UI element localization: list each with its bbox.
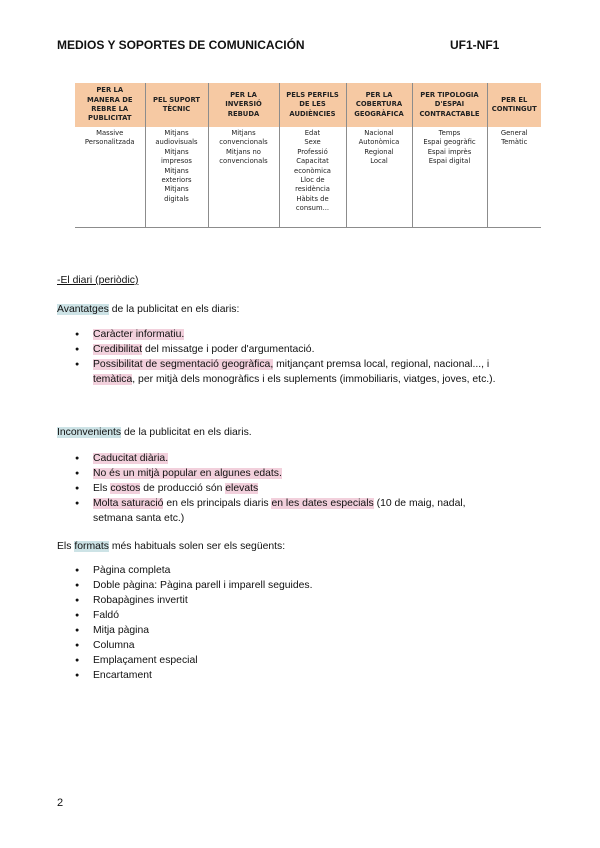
formats-list (75, 563, 313, 683)
col-header-cobertura: PER LA COBERTURA GEOGRÀFICA (346, 83, 412, 127)
unit-code: UF1-NF1 (450, 38, 500, 52)
table-header-row (75, 83, 541, 127)
table-cell: Nacional Autonòmica Regional Local (346, 127, 412, 228)
list-item: ● Molta saturació en els principals diaris en les dates especials (10 de maig, nadal, setmana santa etc.) (75, 496, 466, 526)
disadvantages-list (75, 451, 466, 526)
list-item: ● Mitja pàgina (75, 623, 313, 638)
document-title: MEDIOS Y SOPORTES DE COMUNICACIÓN (57, 38, 305, 52)
disadvantages-intro: Inconvenients de la publicitat en els diaris. (57, 427, 252, 438)
list-item: ● Doble pàgina: Pàgina parell i imparell seguides. (75, 578, 313, 593)
advantages-list (75, 327, 496, 387)
section-title-diari: -El diari (periòdic) (57, 275, 139, 286)
table-cell: Edat Sexe Professió Capacitat econòmica Lloc de residència Hàbits de consum... (279, 127, 346, 228)
list-item: ● No és un mitjà popular en algunes edats. (75, 466, 466, 481)
list-item: ● Encartament (75, 668, 313, 683)
formats-intro: Els formats més habituals solen ser els següents: (57, 541, 286, 552)
col-header-manera-rebre: PER LA MANERA DE REBRE LA PUBLICITAT (75, 83, 145, 127)
classification-table (75, 83, 541, 228)
col-header-contingut: PER EL CONTINGUT (487, 83, 541, 127)
advantages-keyword: Avantatges (57, 304, 109, 315)
table-cell: General Temàtic (487, 127, 541, 228)
list-item: ● Robapàgines invertit (75, 593, 313, 608)
list-item: ● Caràcter informatiu. (75, 327, 496, 342)
table-row (75, 127, 541, 228)
list-item: ● Els costos de producció són elevats (75, 481, 466, 496)
col-header-suport-tecnic: PEL SUPORT TÈCNIC (145, 83, 208, 127)
list-item: ● Pàgina completa (75, 563, 313, 578)
col-header-inversio: PER LA INVERSIÓ REBUDA (208, 83, 279, 127)
advantages-intro: Avantatges de la publicitat en els diaris: (57, 304, 240, 315)
list-item: ● Faldó (75, 608, 313, 623)
table-cell: Mitjans convencionals Mitjans no convencionals (208, 127, 279, 228)
formats-keyword: formats (74, 541, 109, 552)
col-header-perfils: PELS PERFILS DE LES AUDIÈNCIES (279, 83, 346, 127)
col-header-tipologia: PER TIPOLOGIA D'ESPAI CONTRACTABLE (412, 83, 487, 127)
list-item: ● Columna (75, 638, 313, 653)
list-item: ● Caducitat diària. (75, 451, 466, 466)
page-number: 2 (57, 797, 64, 809)
list-item: ● Emplaçament especial (75, 653, 313, 668)
table-cell: Massive Personalitzada (75, 127, 145, 228)
table-cell: Mitjans audiovisuals Mitjans impresos Mitjans exteriors Mitjans digitals (145, 127, 208, 228)
page-header (57, 38, 527, 52)
list-item: ● Possibilitat de segmentació geogràfica, mitjançant premsa local, regional, nacional..., i temàtica, per mitjà dels monogràfics i els suplements (immobiliaris, viatges, joves, etc.). (75, 357, 496, 387)
table-cell: Temps Espai geogràfic Espai imprès Espai digital (412, 127, 487, 228)
disadvantages-keyword: Inconvenients (57, 427, 122, 438)
list-item: ● Credibilitat del missatge i poder d'argumentació. (75, 342, 496, 357)
